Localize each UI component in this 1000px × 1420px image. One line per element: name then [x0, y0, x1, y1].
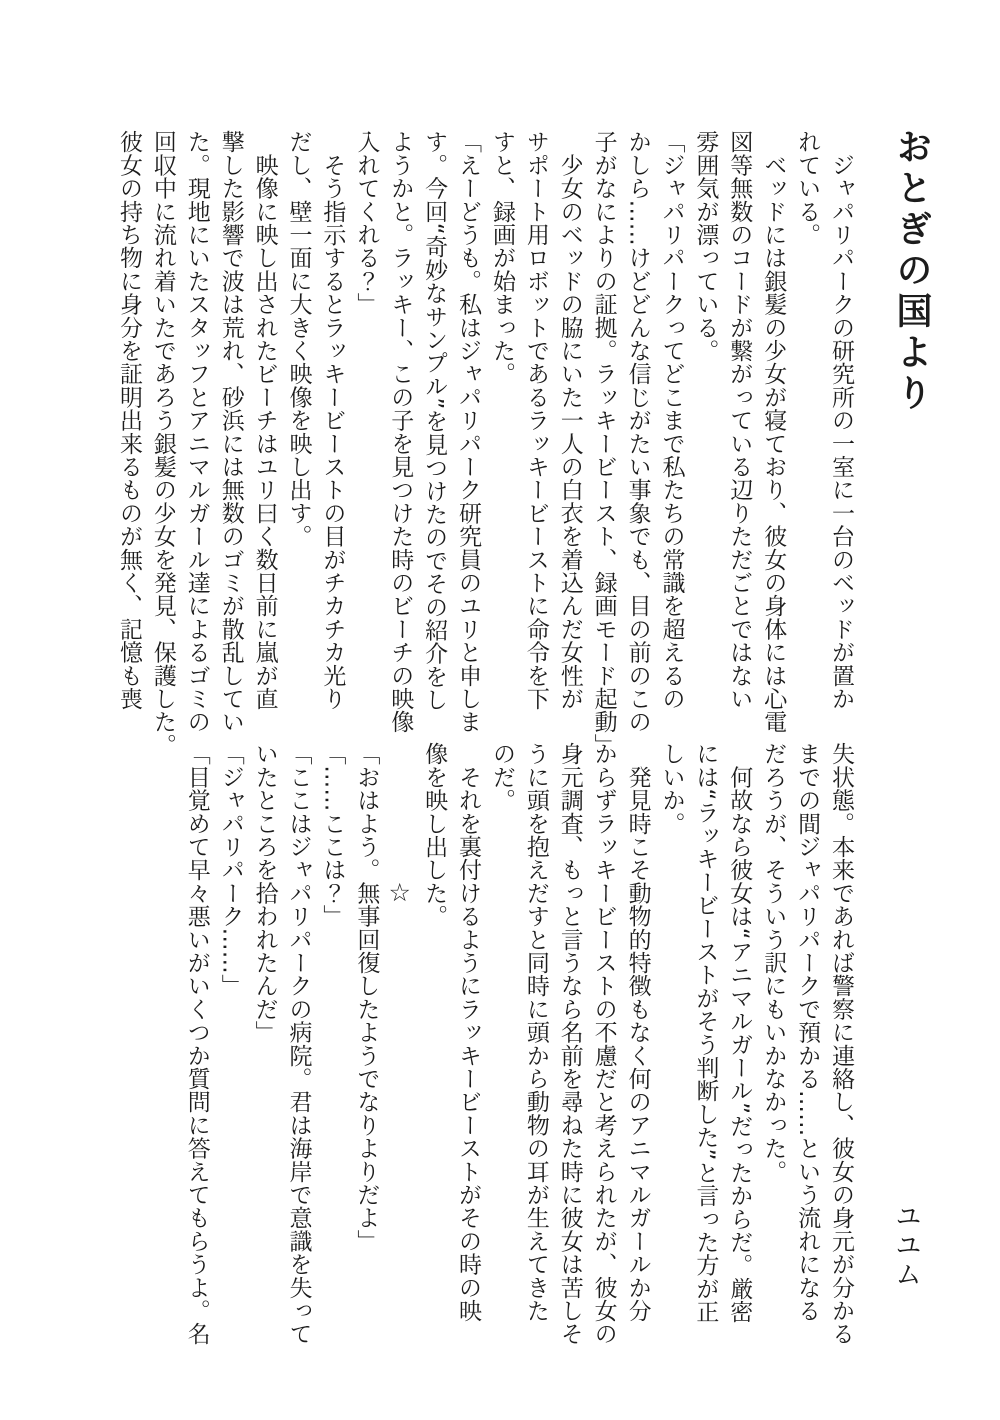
text-column: 身元調査、もっと言うなら名前を尋ねた時に彼女は苦しそ — [556, 742, 583, 1346]
text-column: しいか。 — [658, 742, 685, 835]
text-column: 映像に映し出されたビーチはユリ曰く数日前に嵐が直 — [251, 130, 278, 710]
upper-text-block — [111, 130, 857, 757]
text-column: 回収中に流れ着いたであろう銀髪の少女を発見、保護した。 — [149, 130, 176, 757]
text-column: 図等無数のコードが繋がっている辺りただごとではない — [726, 130, 753, 710]
text-column: 子がなによりの証拠。ラッキービースト、録画モード起動」 — [590, 130, 617, 757]
text-column: 「ここはジャパリパークの病院。君は海岸で意識を失って — [285, 742, 312, 1346]
page-title: おとぎの国より — [891, 128, 932, 415]
text-column: いたところを拾われたんだ」 — [251, 742, 278, 1044]
text-column: ジャパリパークの研究所の一室に一台のベッドが置か — [828, 130, 854, 710]
text-column: には“ラッキービーストがそう判断した”と言った方が正 — [692, 742, 719, 1324]
text-column: のだ。 — [488, 742, 515, 812]
text-column: 「ジャパリパーク……」 — [217, 742, 244, 998]
text-column: そう指示するとラッキービーストの目がチカチカ光り — [319, 130, 346, 710]
text-column: れている。 — [794, 130, 821, 246]
section-divider-star: ☆ — [385, 878, 415, 908]
text-column: までの間ジャパリパークで預かる……という流れになる — [794, 742, 821, 1322]
text-column: 少女のベッドの脇にいた一人の白衣を着込んだ女性が — [556, 130, 583, 710]
text-column: た。現地にいたスタッフとアニマルガール達によるゴミの — [183, 130, 210, 734]
text-column: それを裏付けるようにラッキービーストがその時の映 — [455, 742, 482, 1322]
text-column: だろうが、そういう訳にもいかなかった。 — [760, 742, 787, 1183]
text-column: 「おはよう。無事回復したようでなりよりだよ」 — [353, 742, 380, 1253]
text-column: ベッドには銀髪の少女が寝ており、彼女の身体には心電 — [760, 130, 787, 734]
text-column: 失状態。本来であれば警察に連絡し、彼女の身元が分かる — [828, 742, 854, 1346]
text-column: 「目覚めて早々悪いがいくつか質問に答えてもらうよ。名 — [183, 742, 210, 1346]
text-column: 撃した影響で波は荒れ、砂浜には無数のゴミが散乱してい — [217, 130, 244, 734]
text-column: す。今回“奇妙なサンプル”を見つけたのでその紹介をし — [421, 130, 448, 712]
text-column: だし、壁一面に大きく映像を映し出す。 — [285, 130, 312, 548]
text-column: 雰囲気が漂っている。 — [692, 130, 719, 362]
text-column: 入れてくれる？」 — [353, 130, 380, 316]
lower-text-block — [111, 742, 857, 1346]
text-column: うに頭を抱えだすと同時に頭から動物の耳が生えてきた — [522, 742, 549, 1322]
text-column: かしら……けどどんな信じがたい事象でも、目の前のこの — [624, 130, 651, 734]
text-column: からずラッキービーストの不慮だと考えられたが、彼女の — [590, 742, 617, 1346]
text-column: すと、録画が始まった。 — [488, 130, 515, 386]
text-column: 発見時こそ動物的特徴もなく何のアニマルガールか分 — [624, 742, 651, 1322]
text-column: 「えーどうも。私はジャパリパーク研究員のユリと申しま — [455, 130, 482, 734]
text-column: 像を映し出した。 — [421, 742, 448, 928]
text-column: 「……ここは？」 — [319, 742, 346, 928]
text-column: 何故なら彼女は“アニマルガール”だったからだ。厳密 — [726, 742, 753, 1324]
text-column: 彼女の持ち物に身分を証明出来るものが無く、記憶も喪 — [115, 130, 142, 710]
text-column: ようかと。ラッキー、この子を見つけた時のビーチの映像 — [387, 130, 414, 734]
text-column: 「ジャパリパークってどこまで私たちの常識を超えるの — [658, 130, 685, 710]
author-name: ユユム — [890, 1202, 921, 1289]
text-column: サポート用ロボットであるラッキービーストに命令を下 — [522, 130, 549, 710]
